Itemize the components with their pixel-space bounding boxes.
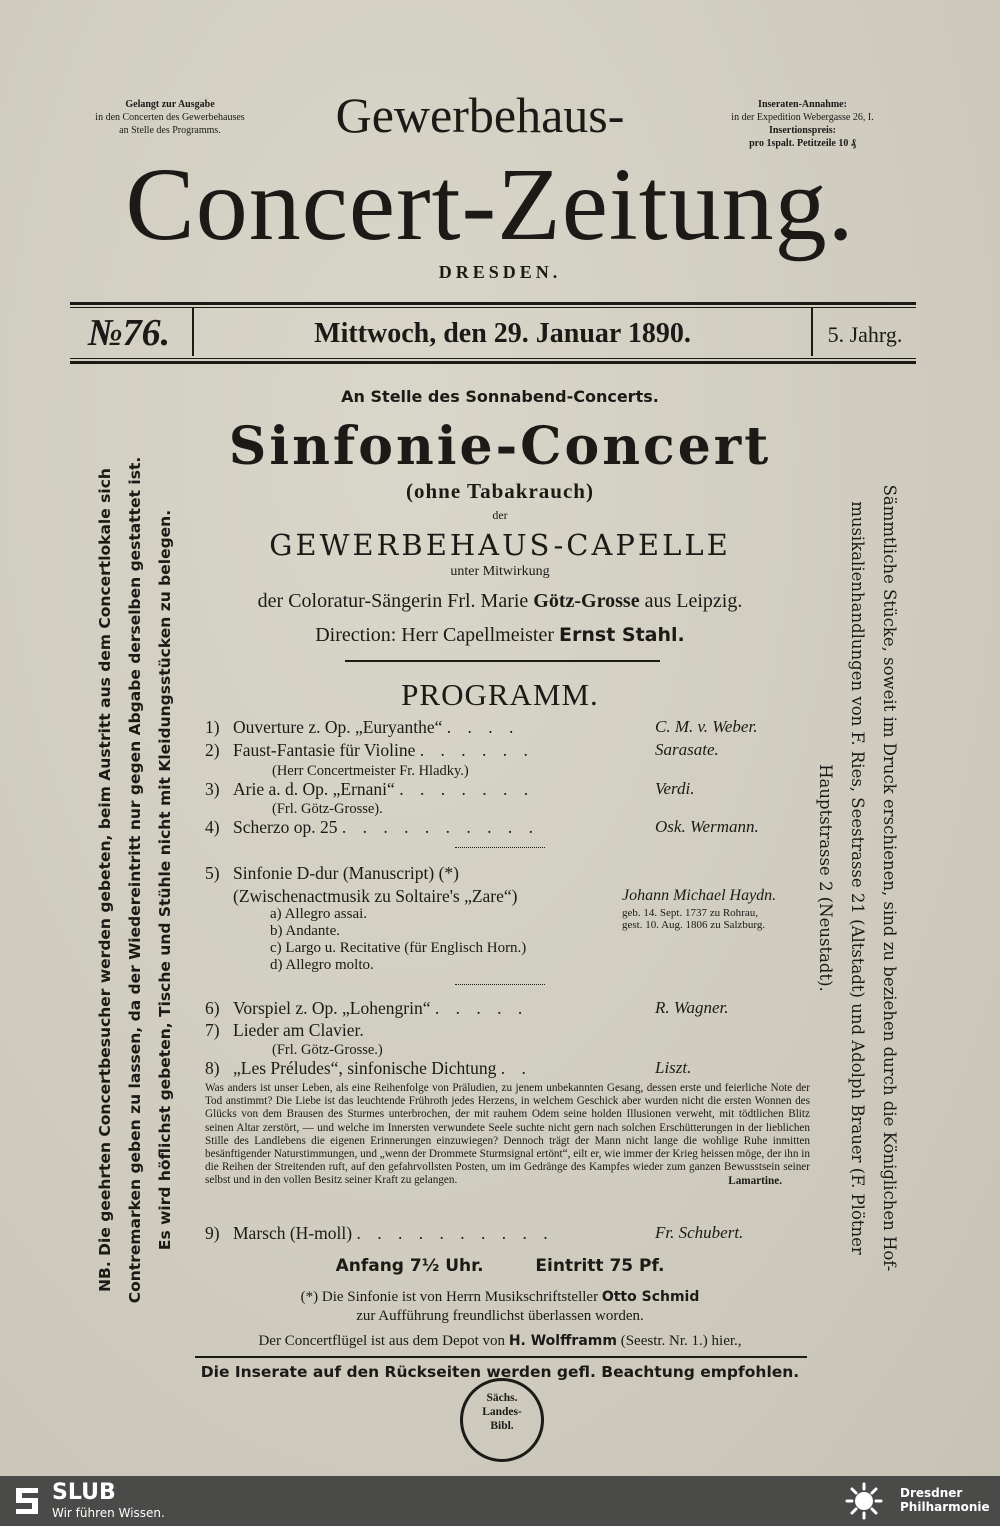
piano-note: Der Concertflügel ist aus dem Depot von H. Wolfframm (Seestr. Nr. 1.) hier., xyxy=(258,1333,742,1349)
program-item: 5) Sinfonie D-dur (Manuscript) (*) xyxy=(205,863,459,883)
city-name: DRESDEN. xyxy=(438,262,562,282)
concert-intro: An Stelle des Sonnabend-Concerts. xyxy=(341,387,659,406)
header-divider xyxy=(811,308,813,356)
preludes-program-text: Was anders ist unser Leben, als eine Reihenfolge von Präludien, zu jenem unbekannten Gesang, dessen erste und feierliche Note der Tod anstimmt? Die Liebe ist das leuchtende Frühroth jedes Herzens, in welchem Geschick aber wurden nicht die ersten Wonnen des Glücks von dem Brausen des Sturmes unterbrochen, der mit rauhem Odem seine holden Illusionen verweht, mit tödtlichen Blitz seinen Altar zerstört, — und welche im Innersten verwundete Seele suchte nicht gern nach solchen Erschütterungen in der lieblichen Stille des Landlebens die eigenen Erinnerungen einzuwiegen? Dennoch trägt der Mann nicht lange die wohlige Ruhe inmitten besänftigender Naturstimmungen, und „wenn der Drommete Sturmsignal ertönt“, eilt er, wie immer der Krieg heissen möge, der ihn in die Reihen der Streitenden ruft, auf den gefahrvollsten Posten, um im Gedränge des Kampfes wieder zum ganzen Bewusstsein seiner selbst und in den vollen Besitz seiner Kraft zu gelangen. Lamartine. xyxy=(205,1082,810,1187)
issue-year: 5. Jahrg. xyxy=(827,322,903,347)
admission-price: Eintritt 75 Pf. xyxy=(535,1256,665,1276)
program-item: 3) Arie a. d. Op. „Ernani“ . . . . . . . xyxy=(205,779,535,799)
performer-note: (Frl. Götz-Grosse.) xyxy=(272,1042,383,1058)
soloist-line: der Coloratur-Sängerin Frl. Marie Götz-Grosse aus Leipzig. xyxy=(257,590,743,612)
composer-died: gest. 10. Aug. 1806 zu Salzburg. xyxy=(622,919,766,931)
slub-logo-icon xyxy=(12,1484,42,1518)
wavy-divider xyxy=(455,843,545,848)
composer: C. M. v. Weber. xyxy=(655,717,758,736)
performer-note: (Frl. Götz-Grosse). xyxy=(272,801,383,817)
concert-der: der xyxy=(492,508,508,522)
movement: a) Allegro assai. xyxy=(270,906,368,922)
composer: R. Wagner. xyxy=(655,998,729,1017)
wavy-divider xyxy=(455,980,545,985)
sinfonie-note: (*) Die Sinfonie ist von Herrn Musikschriftsteller Otto Schmid zur Aufführung freundlichst überlassen worden. xyxy=(300,1289,700,1324)
composer: Liszt. xyxy=(655,1058,692,1077)
header-divider xyxy=(192,308,194,356)
distribution-note: Gelangt zur Ausgabe in den Concerten des Gewerbehauses an Stelle des Programms. xyxy=(95,99,245,136)
slub-title: SLUB xyxy=(52,1480,116,1505)
concert-title: Sinfonie-Concert xyxy=(228,416,772,477)
title-large: Concert-Zeitung. xyxy=(125,147,855,262)
advertising-note: Inseraten-Annahme: in der Expedition Webergasse 26, I. Insertionspreis: pro 1spalt. Petitzeile 10 ₰ xyxy=(731,99,874,149)
side-notice-left: NB. Die geehrten Concertbesucher werden gebeten, beim Austritt aus dem Concertlokale sich Contremarken geben zu lassen, da der Wiedereintritt nur gegen Abgabe derselben gestattet ist. Es wird höflichst gebeten, Tische und Stühle nicht mit Kleidungsstücken zu belegen. xyxy=(96,456,174,1304)
program-item: 2) Faust-Fantasie für Violine . . . . . . xyxy=(205,740,534,760)
slub-tagline: Wir führen Wissen. xyxy=(52,1506,165,1520)
footer-rule xyxy=(195,1356,807,1358)
program-item: 7) Lieder am Clavier. xyxy=(205,1020,364,1040)
poem-author: Lamartine. xyxy=(728,1174,782,1187)
soloist-name: Götz-Grosse xyxy=(533,590,640,612)
program-item-subtitle: (Zwischenactmusik zu Soltaire's „Zare“) xyxy=(233,886,518,906)
composer: Fr. Schubert. xyxy=(655,1223,744,1242)
composer: Osk. Wermann. xyxy=(655,817,759,836)
inserate-note: Die Inserate auf den Rückseiten werden gefl. Beachtung empfohlen. xyxy=(200,1363,800,1381)
header-rule-top xyxy=(70,302,916,305)
issue-date: Mittwoch, den 29. Januar 1890. xyxy=(314,318,691,349)
composer: Sarasate. xyxy=(655,740,719,759)
library-stamp: Sächs. Landes- Bibl. xyxy=(460,1378,544,1462)
composer-born: geb. 14. Sept. 1737 zu Rohrau, xyxy=(622,907,758,919)
conductor-name: Ernst Stahl. xyxy=(559,624,685,646)
header-rule-bottom-thick xyxy=(70,361,916,364)
concert-unter: unter Mitwirkung xyxy=(450,564,550,579)
philharmonie-title: Dresdner xyxy=(900,1486,963,1500)
viewer-footer-bar xyxy=(0,1476,1000,1526)
header-rule-top-thin xyxy=(70,307,916,308)
start-time: Anfang 7½ Uhr. xyxy=(335,1256,484,1276)
divider-line xyxy=(345,660,660,662)
program-item: 9) Marsch (H-moll) . . . . . . . . . . xyxy=(205,1223,554,1243)
composer: Verdi. xyxy=(655,779,695,798)
philharmonie-logo-icon xyxy=(842,1480,886,1522)
program-item: 8) „Les Préludes“, sinfonische Dichtung . . xyxy=(205,1058,532,1078)
movement: c) Largo u. Recitative (für Englisch Horn.) xyxy=(270,940,527,956)
programm-heading: PROGRAMM. xyxy=(401,677,599,712)
movement: b) Andante. xyxy=(270,923,340,939)
composer: Johann Michael Haydn. xyxy=(622,887,777,904)
philharmonie-subtitle: Philharmonie xyxy=(900,1500,990,1514)
issue-number: №76. xyxy=(87,312,171,354)
program-item: 1) Ouverture z. Op. „Euryanthe“ . . . . xyxy=(205,717,520,737)
program-item: 6) Vorspiel z. Op. „Lohengrin“ . . . . . xyxy=(205,998,529,1018)
orchestra-name: GEWERBEHAUS-CAPELLE xyxy=(269,528,731,562)
side-notice-right: Sämmtliche Stücke, soweit im Druck erschienen, sind zu beziehen durch die Königlichen Hof- musikalienhandlungen von F. Ries, Seestrasse 21 (Altstadt) und Adolph Brauer (F. Plötner Hauptstrasse 2 (Neustadt). xyxy=(816,484,899,1272)
start-and-admission xyxy=(180,1254,820,1278)
direction-line: Direction: Herr Capellmeister Ernst Stahl. xyxy=(315,624,685,646)
title-small: Gewerbehaus- xyxy=(335,87,625,143)
concert-subtitle: (ohne Tabakrauch) xyxy=(406,479,594,503)
movement: d) Allegro molto. xyxy=(270,957,374,973)
performer-note: (Herr Concertmeister Fr. Hladky.) xyxy=(272,763,469,779)
program-item: 4) Scherzo op. 25 . . . . . . . . . . xyxy=(205,817,539,837)
header-rule-bottom xyxy=(70,358,916,359)
